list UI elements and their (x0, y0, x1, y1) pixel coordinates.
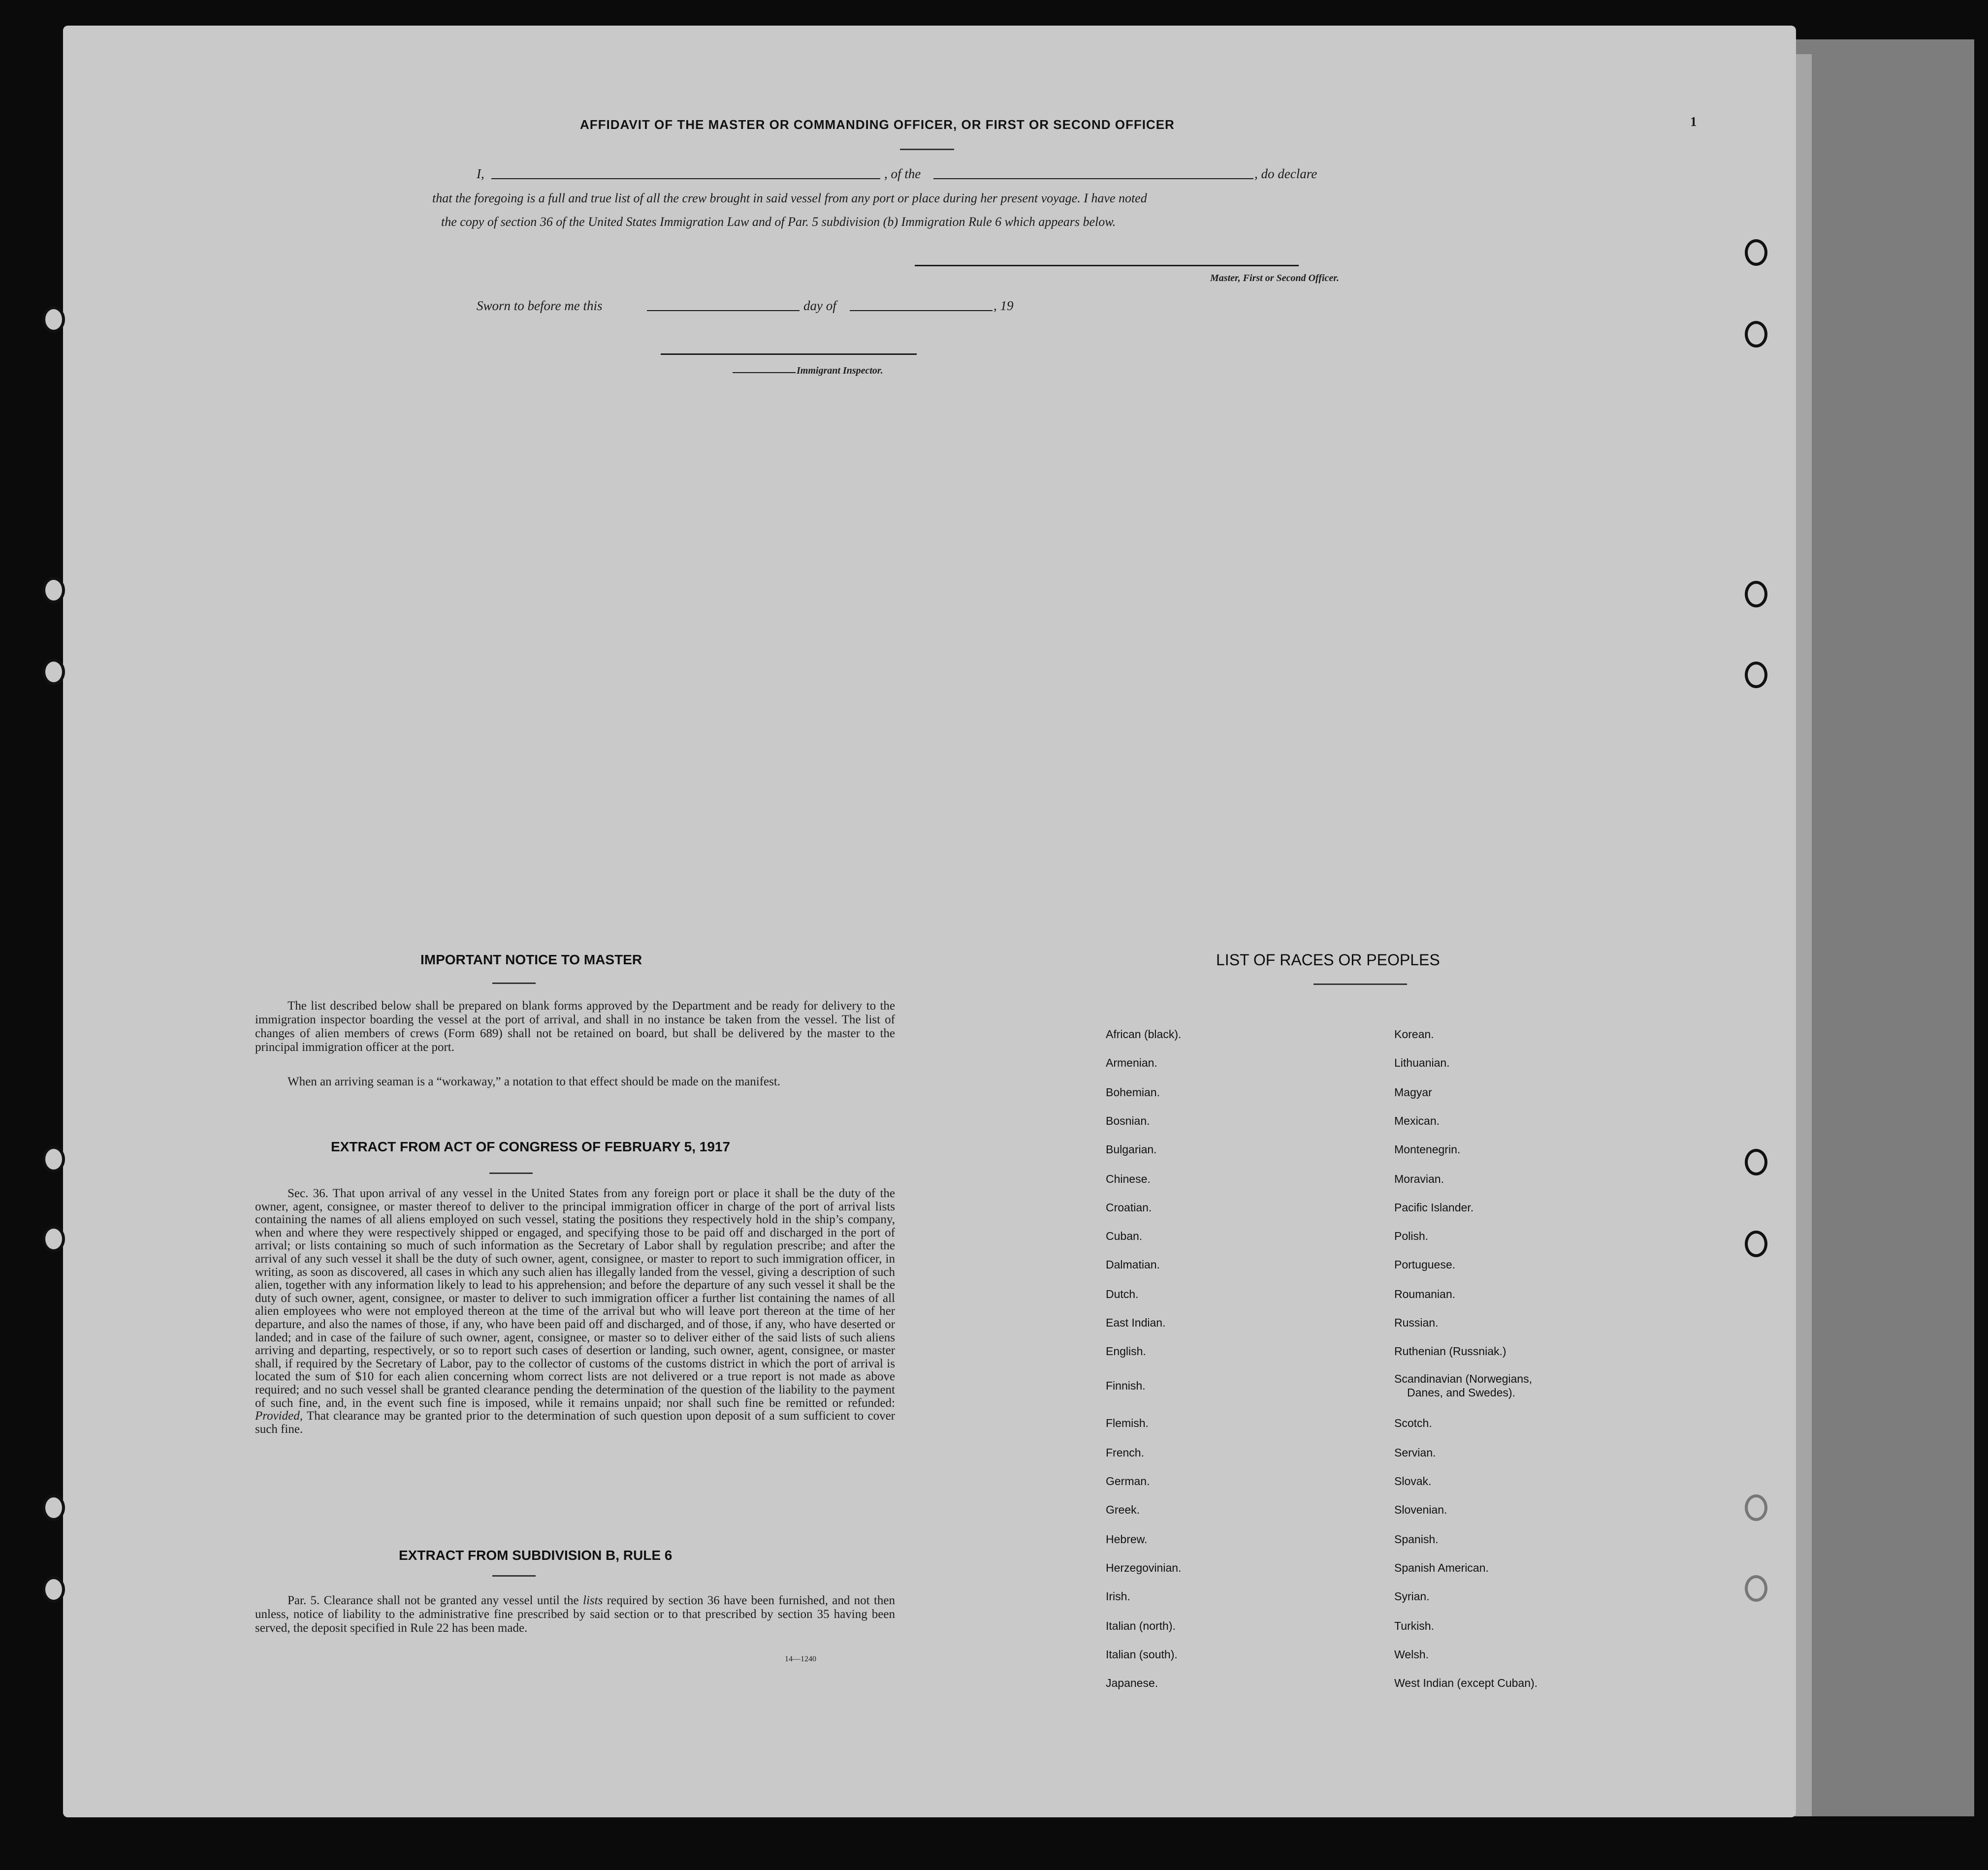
race-item: Bosnian. (1106, 1114, 1150, 1127)
binder-hole (1745, 1231, 1767, 1257)
affidavit-title: AFFIDAVIT OF THE MASTER OR COMMANDING OFFICER, OR FIRST OR SECOND OFFICER (580, 117, 1175, 132)
race-item: Finnish. (1106, 1379, 1146, 1392)
race-item: Armenian. (1106, 1056, 1157, 1069)
sworn-day-blank (647, 310, 800, 311)
race-item: German. (1106, 1475, 1150, 1488)
binder-hole (1745, 239, 1767, 266)
inspector-dash (733, 372, 796, 373)
race-item: West Indian (except Cuban). (1394, 1677, 1538, 1689)
extract-act-title: EXTRACT FROM ACT OF CONGRESS OF FEBRUARY 5, 1917 (331, 1139, 731, 1154)
race-item: Syrian. (1394, 1590, 1430, 1603)
race-item: Spanish American. (1394, 1561, 1489, 1574)
name-blank (491, 178, 880, 179)
extract-rule-text-end: required by section 36 have been furnished, and not then unless, notice of liability to the administrative fine prescribed by said section or to that prescribed by section 35 having been served, the deposit specified in Rule 22 has been made. (255, 1594, 896, 1635)
races-title-underline (1314, 983, 1407, 985)
declaration-line-3: the copy of section 36 of the United States Immigration Law and of Par. 5 subdivision (b) Immigration Rule 6 which appears below. (441, 215, 1116, 229)
race-item: Greek. (1106, 1503, 1140, 1516)
race-item: Servian. (1394, 1446, 1436, 1459)
extract-act-text-end: That clearance may be granted prior to the determination of such question upon deposit of a sum sufficient to cover such fine. (255, 1409, 895, 1436)
inspector-signature-line (661, 353, 917, 355)
declaration-line-1-mid: , of the (884, 166, 921, 181)
race-item: Slovak. (1394, 1475, 1432, 1488)
notice-title-underline (492, 983, 536, 984)
form-number: 14—1240 (785, 1655, 816, 1663)
binder-hole (1745, 662, 1767, 688)
extract-act-text-main: Sec. 36. That upon arrival of any vessel in the United States from any foreign port or place it shall be the duty of the owner, agent, consignee, or master thereof to deliver to the principal immigration officer in charge of the port of arrival lists containing the names of all aliens employed on such vessel, stating the positions they respectively hold in the ship’s company, when and where they were respectively shipped or engaged, and specifying those to be paid off and discharged in the port of arrival; or lists containing so much of such information as the Secretary of Labor shall by regulation prescribe; and after the arrival of any such vessel it shall be the duty of such owner, agent, consignee, or master to report to such immigration officer, in writing, as soon as discovered, all cases in which any such alien has illegally landed from the vessel, giving a description of such alien, together with any information likely to lead to his apprehension; and before the departure of any such vessel it shall be the duty of such owner, agent, consignee, or master to deliver to such immigration officer a further list containing the names of all alien employees who were not employed thereon at the time of the arrival but who will leave port thereon at the time of her departure, and also the names of those, if any, who have been paid off and discharged, and of those, if any, who have deserted or landed; and in case of the failure of such owner, agent, consignee, or master so to deliver either of the said lists of such aliens arriving and departing, respectively, or so to report such cases of desertion or landing, such owner, agent, consignee, or master shall, if required by the Secretary of Labor, pay to the collector of customs of the customs district in which the port of arrival is located the sum of $10 for each alien concerning whom correct lists are not delivered or a true report is not made as above required; and no such vessel shall be granted clearance pending the determination of the question of the liability to the payment of such fine, and, in the event such fine is imposed, while it remains unpaid; nor shall such fine be remitted or refunded: (255, 1187, 895, 1410)
race-item: Polish. (1394, 1230, 1429, 1242)
race-item: Lithuanian. (1394, 1056, 1450, 1069)
extract-rule-title: EXTRACT FROM SUBDIVISION B, RULE 6 (399, 1548, 673, 1563)
race-item: Turkish. (1394, 1619, 1434, 1632)
binder-hole (1745, 321, 1767, 348)
extract-rule-underline (492, 1575, 536, 1577)
sworn-month-blank (850, 310, 993, 311)
binder-hole (42, 659, 65, 685)
page-stack-edge (1792, 39, 1974, 1816)
extract-rule-text (255, 1594, 895, 1635)
races-title: LIST OF RACES OR PEOPLES (1216, 951, 1440, 969)
race-item: Dalmatian. (1106, 1258, 1160, 1271)
inspector-caption: Immigrant Inspector. (797, 365, 883, 376)
race-item: Dutch. (1106, 1288, 1139, 1300)
race-item: Slovenian. (1394, 1503, 1447, 1516)
race-item: Bulgarian. (1106, 1143, 1157, 1156)
race-item: Irish. (1106, 1590, 1130, 1603)
race-item: French. (1106, 1446, 1144, 1459)
race-item: Italian (north). (1106, 1619, 1176, 1632)
race-item: Bohemian. (1106, 1086, 1160, 1099)
sworn-end: , 19 (994, 298, 1014, 313)
signature-line (915, 265, 1299, 266)
notice-paragraph-2: When an arriving seaman is a “workaway,” a notation to that effect should be made on the manifest. (288, 1075, 781, 1088)
binder-hole (1745, 1149, 1767, 1175)
binder-hole (1745, 581, 1767, 607)
title-underline (900, 149, 954, 150)
declaration-line-2: that the foregoing is a full and true list of all the crew brought in said vessel from any port or place during her present voyage. I have noted (432, 191, 1147, 205)
binder-hole (42, 1226, 65, 1252)
extract-act-underline (489, 1173, 533, 1174)
race-item: Welsh. (1394, 1648, 1429, 1661)
extract-act-text (255, 1187, 895, 1436)
race-item: East Indian. (1106, 1316, 1166, 1329)
vessel-blank (933, 178, 1253, 179)
binder-hole (42, 1494, 65, 1521)
declaration-line-1-start: I, (477, 166, 484, 181)
binder-hole (1745, 1575, 1767, 1602)
binder-hole (42, 1576, 65, 1603)
race-item: Flemish. (1106, 1417, 1149, 1429)
race-item: Chinese. (1106, 1173, 1151, 1185)
race-item: Hebrew. (1106, 1533, 1148, 1546)
binder-hole (42, 1146, 65, 1173)
race-item: Pacific Islander. (1394, 1201, 1474, 1214)
binder-hole (1745, 1494, 1767, 1521)
binder-hole (42, 577, 65, 603)
race-item: Ruthenian (Russniak.) (1394, 1345, 1507, 1358)
race-item: Japanese. (1106, 1677, 1158, 1689)
extract-act-provided: Provided, (255, 1409, 303, 1423)
race-item: Montenegrin. (1394, 1143, 1461, 1156)
race-item: Magyar (1394, 1086, 1432, 1099)
race-item: Danes, and Swedes). (1407, 1386, 1515, 1399)
race-item: Scandinavian (Norwegians, (1394, 1372, 1532, 1385)
sworn-mid: day of (803, 298, 836, 313)
binder-hole (42, 306, 65, 333)
declaration-line-1-end: , do declare (1254, 166, 1317, 181)
race-item: Moravian. (1394, 1173, 1444, 1185)
race-item: Spanish. (1394, 1533, 1439, 1546)
race-item: Scotch. (1394, 1417, 1432, 1429)
document-page (63, 26, 1796, 1817)
page-number: 1 (1690, 114, 1697, 129)
race-item: English. (1106, 1345, 1146, 1358)
race-item: Croatian. (1106, 1201, 1152, 1214)
notice-paragraph-1: The list described below shall be prepared on blank forms approved by the Department and be ready for delivery to the immigration inspector boarding the vessel at the port of arrival, and shall in no instance be taken from the vessel. The list of changes of alien members of crews (Form 689) shall not be retained on board, but shall be delivered by the master to the principal immigration officer at the port. (255, 999, 895, 1054)
race-item: Cuban. (1106, 1230, 1143, 1242)
signature-caption: Master, First or Second Officer. (1210, 273, 1339, 284)
race-item: Mexican. (1394, 1114, 1440, 1127)
race-item: Italian (south). (1106, 1648, 1178, 1661)
notice-title: IMPORTANT NOTICE TO MASTER (420, 952, 642, 967)
extract-rule-lists: lists (583, 1594, 603, 1607)
race-item: Russian. (1394, 1316, 1439, 1329)
sworn-start: Sworn to before me this (477, 298, 603, 313)
race-item: Portuguese. (1394, 1258, 1456, 1271)
race-item: Korean. (1394, 1028, 1434, 1041)
race-item: African (black). (1106, 1028, 1182, 1041)
extract-rule-text-start: Par. 5. Clearance shall not be granted any vessel until the (288, 1594, 579, 1607)
race-item: Herzegovinian. (1106, 1561, 1182, 1574)
race-item: Roumanian. (1394, 1288, 1456, 1300)
